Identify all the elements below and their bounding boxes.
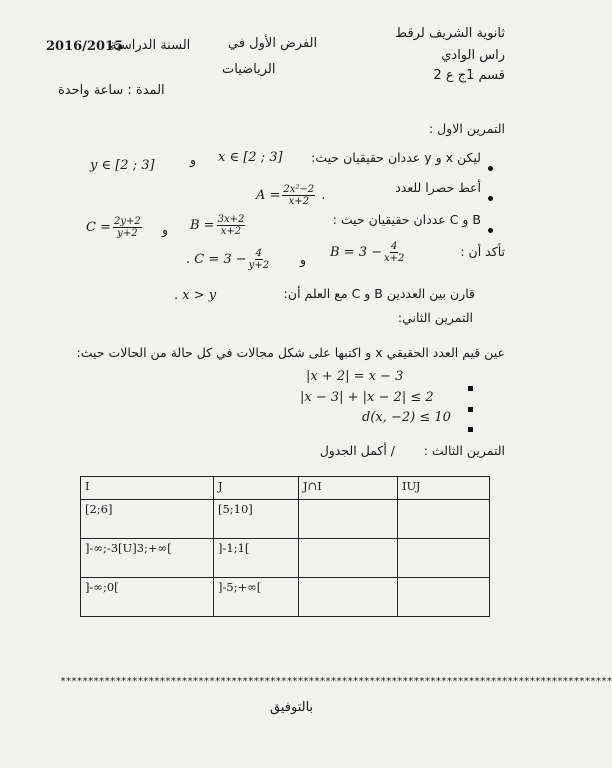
ex1-and-bc: و — [162, 222, 169, 237]
ex1-y-interval: y ∈ [2 ; 3] — [90, 158, 155, 173]
verify-C: . C = 3 − $\frac{4}{y+2}$ — [186, 248, 270, 271]
verify-B: B = 3 − $\frac{4}{x+2}$ — [330, 241, 405, 264]
ex2-item-1: |x + 2| = x − 3 — [306, 369, 404, 384]
exercise3-subtitle: / أكمل الجدول — [319, 443, 395, 458]
subject-title: الرياضيات — [222, 62, 276, 77]
ex1-x-interval: x ∈ [2 ; 3] — [218, 150, 283, 165]
intervals-table — [80, 476, 490, 617]
class-label: قسم 1ج ع 2 — [433, 68, 505, 83]
table-cell-empty[interactable] — [299, 578, 398, 617]
bullet — [488, 156, 493, 175]
table-row — [81, 578, 490, 617]
table-cell: [2;6] — [81, 500, 214, 539]
verify-text: تأكد أن : — [460, 244, 505, 259]
square-bullet — [468, 417, 473, 436]
col-header-J: J — [214, 477, 299, 500]
exercise2-title: التمرين الثاني: — [397, 310, 473, 325]
star-divider: **************************************************************************************************** — [60, 676, 612, 687]
school-year: 2016/2015 — [46, 39, 124, 54]
ex1-bullet2-text: أعط حصرا للعدد — [395, 180, 481, 195]
expr-A: A = $\frac{\text{2x²−2}}{x+2}$ . — [256, 184, 326, 207]
compare-condition: . x > y — [174, 288, 217, 303]
exam-title: الفرض الأول في — [228, 36, 318, 51]
ex2-item-2: |x − 3| + |x − 2| ≤ 2 — [300, 390, 434, 405]
ex2-item-3: d(x, −2) ≤ 10 — [362, 410, 451, 425]
table-cell: ]-∞;0[ — [81, 578, 214, 617]
table-row — [81, 500, 490, 539]
col-header-I: I — [81, 477, 214, 500]
table-cell: ]-5;+∞[ — [214, 578, 299, 617]
school-town: راس الوادي — [441, 48, 505, 63]
col-header-intersection: J∩I — [299, 477, 398, 500]
exercise1-title: التمرين الاول : — [428, 121, 505, 136]
exercise2-instruction: عين قيم العدد الحقيقي x و اكتبها على شكل مجالات في كل حالة من الحالات حيث: — [76, 345, 505, 360]
col-header-union: IUJ — [398, 477, 490, 500]
table-cell-empty[interactable] — [299, 539, 398, 578]
verify-and: و — [300, 252, 307, 267]
ex1-bullet1-text: ليكن x و y عددان حقيقيان حيث: — [311, 150, 481, 165]
expr-C: C = $\frac{2y+2}{y+2}$ — [86, 216, 141, 239]
table-cell-empty[interactable] — [398, 578, 490, 617]
exercise3-title: التمرين الثالث : — [423, 443, 505, 458]
expr-B: B = $\frac{3x+2}{x+2}$ — [190, 214, 245, 237]
table-cell: ]-∞;-3[U]3;+∞[ — [81, 539, 214, 578]
table-header-row — [81, 477, 490, 500]
school-name: ثانوية الشريف لرقط — [395, 26, 505, 41]
square-bullet — [468, 376, 473, 395]
school-year-label: السنة الدراسية — [110, 38, 191, 53]
table-cell-empty[interactable] — [299, 500, 398, 539]
compare-text: قارن بين العددين B و C مع العلم أن: — [283, 286, 475, 301]
bullet — [488, 218, 493, 237]
ex1-bullet3-text: B و C عددان حقيقيان حيث : — [332, 212, 481, 227]
table-cell: ]-1;1[ — [214, 539, 299, 578]
table-row — [81, 539, 490, 578]
ex1-and: و — [190, 152, 197, 167]
closing-wish: بالتوفيق — [270, 700, 314, 715]
square-bullet — [468, 397, 473, 416]
bullet — [488, 186, 493, 205]
table-cell: [5;10] — [214, 500, 299, 539]
table-cell-empty[interactable] — [398, 539, 490, 578]
table-cell-empty[interactable] — [398, 500, 490, 539]
duration: المدة : ساعة واحدة — [58, 83, 165, 98]
